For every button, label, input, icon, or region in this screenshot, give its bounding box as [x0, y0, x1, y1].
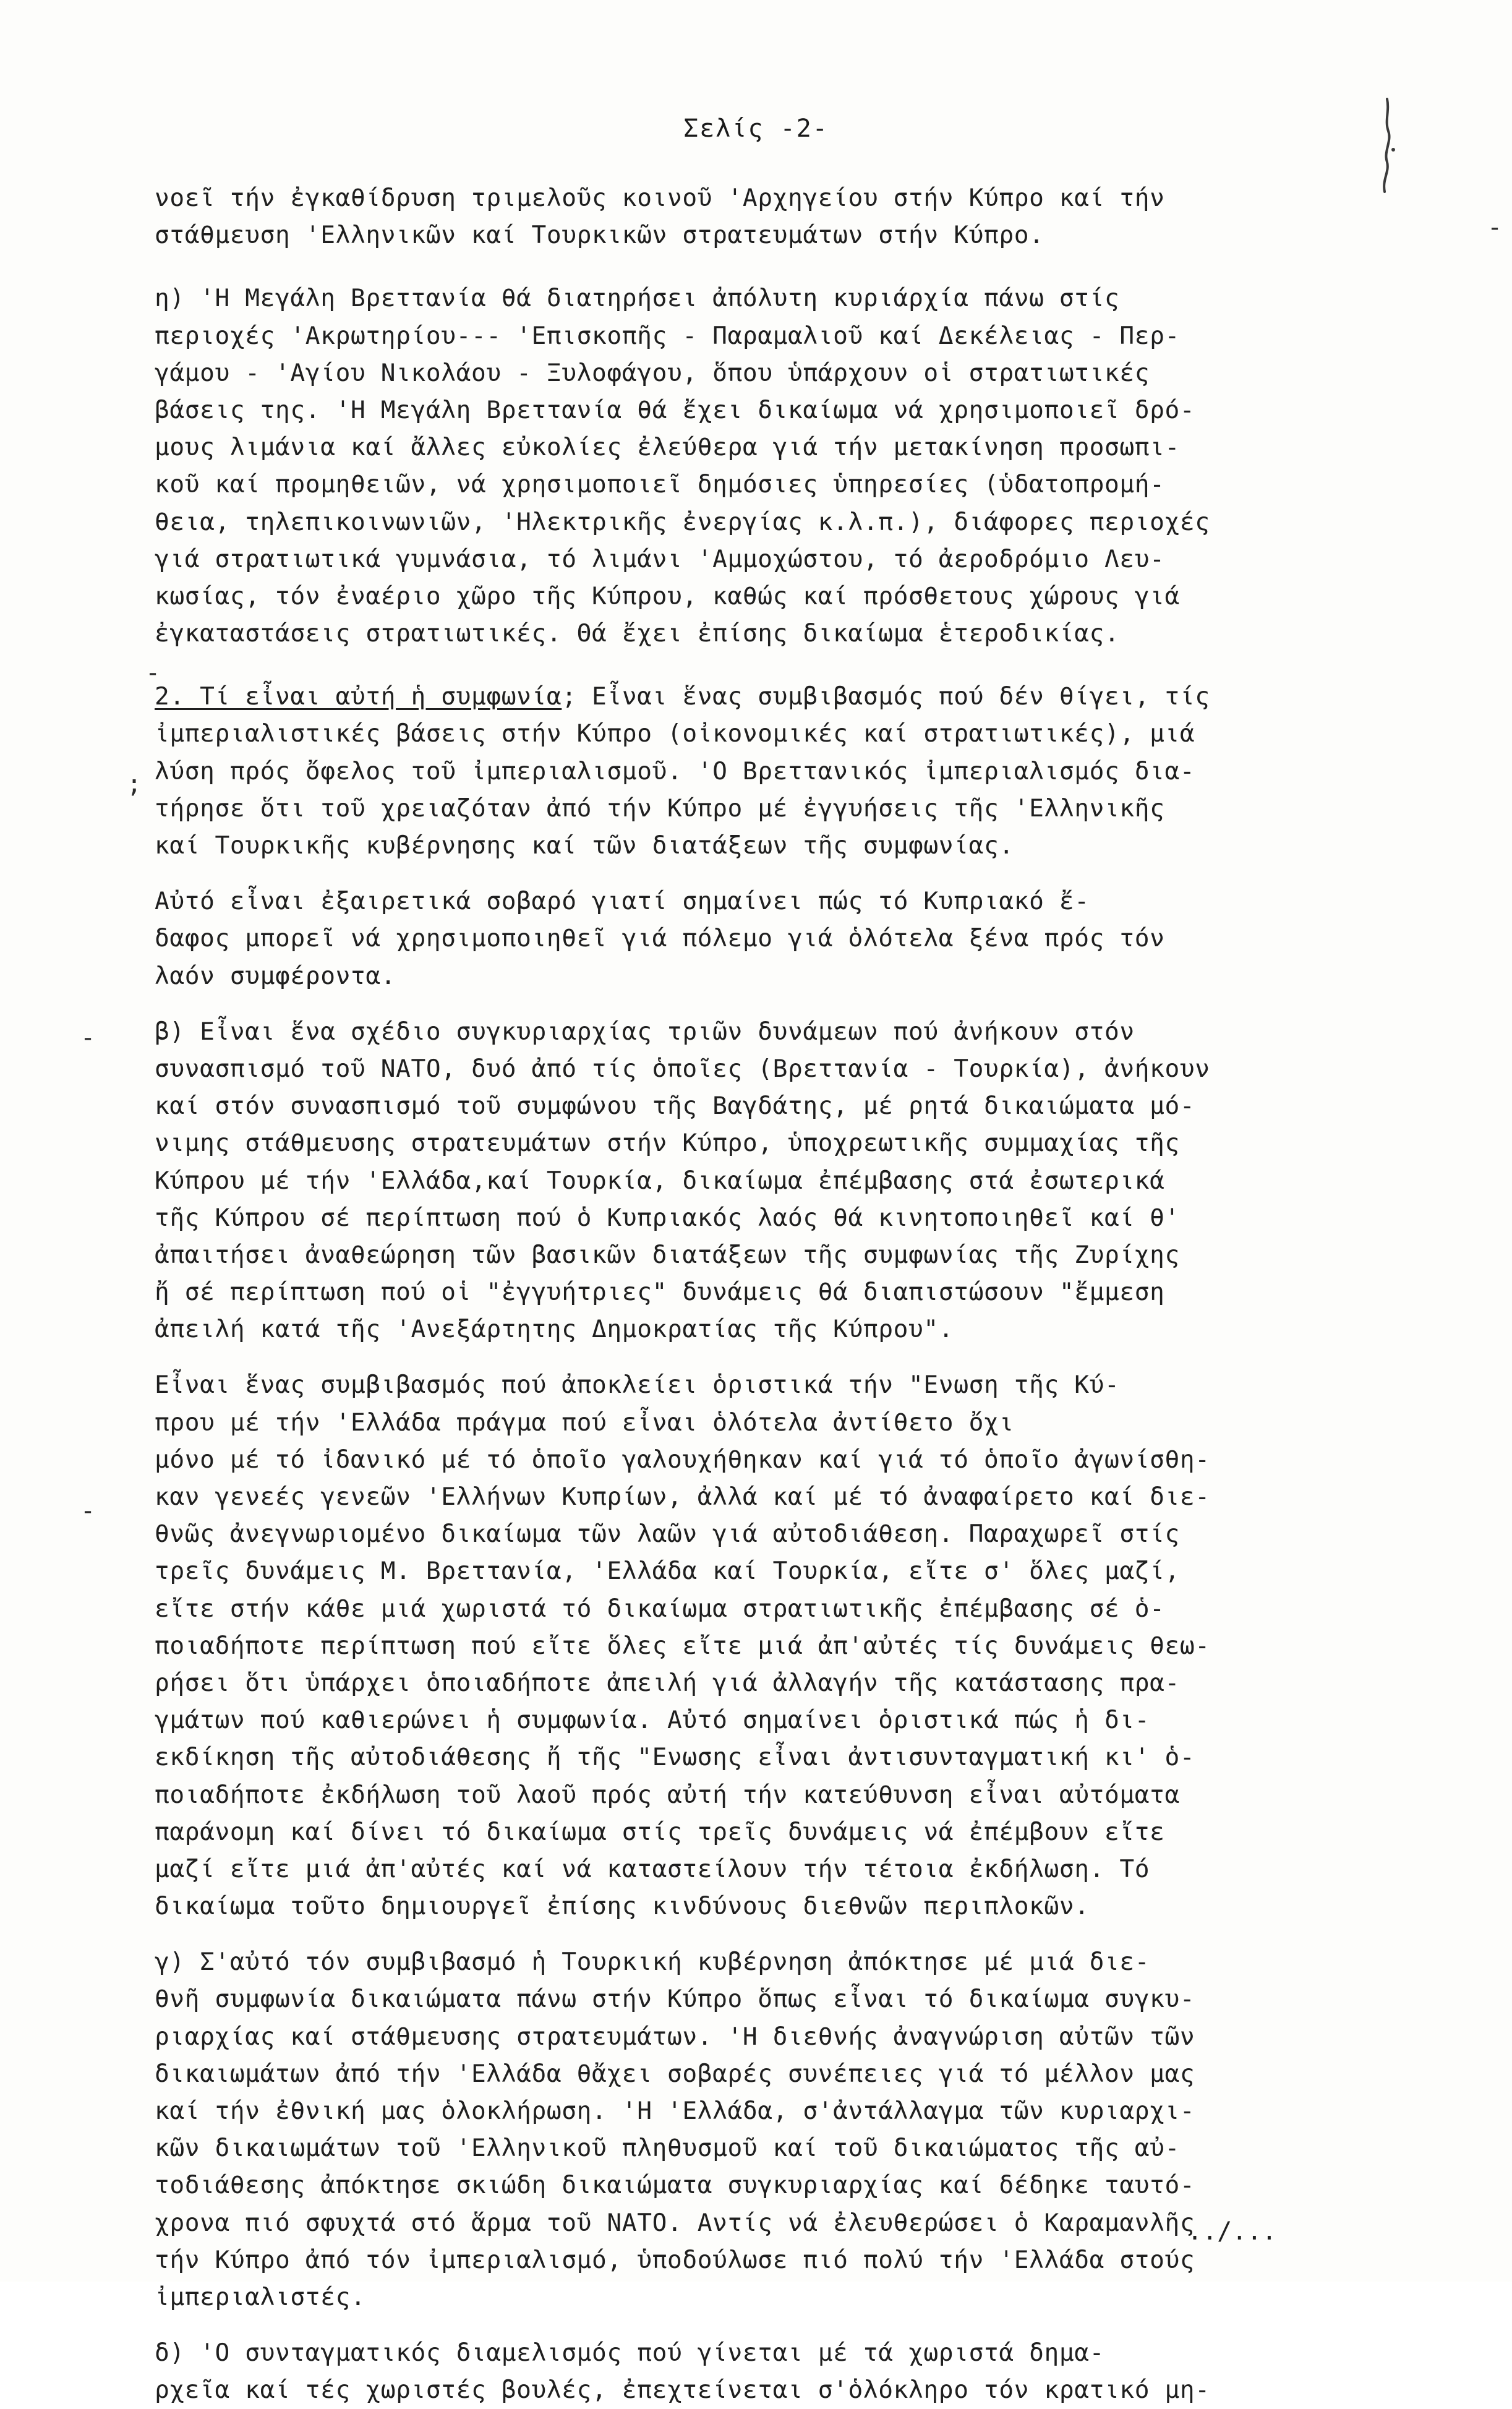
text-line: καί στόν συνασπισμό τοῦ συμφώνου τῆς Βαγδάτης, μέ ρητά δικαιώματα μό-	[155, 1092, 1195, 1121]
text-line: πρου μέ τήν 'Ελλάδα πράγμα πού εἶναι ὁλότελα ἀντίθετο ὄχι	[155, 1408, 1014, 1437]
paragraph-gamma	[155, 1943, 1478, 2316]
text-line: δικαιωμάτων ἀπό τήν 'Ελλάδα θἄχει σοβαρές συνέπειες γιά τό μέλλον μας	[155, 2059, 1195, 2088]
text-line: γμάτων πού καθιερώνει ἡ συμφωνία. Αὐτό σημαίνει ὁριστικά πώς ἡ δι-	[155, 1706, 1150, 1735]
text-line: τοδιάθεσης ἀπόκτησε σκιώδη δικαιώματα συγκυριαρχίας καί δέδηκε ταυτό-	[155, 2171, 1195, 2200]
text-line: κοῦ καί προμηθειῶν, νά χρησιμοποιεῖ δημόσιες ὑπηρεσίες (ὑδατοπρομή-	[155, 470, 1165, 499]
paragraph-beta	[155, 1013, 1478, 1348]
document-body	[155, 179, 1478, 2409]
margin-dash-mark: -	[145, 659, 161, 687]
text-line: ποιαδήποτε ἐκδήλωση τοῦ λαοῦ πρός αὐτή τήν κατεύθυνση εἶναι αὐτόματα	[155, 1780, 1180, 1809]
paragraph-compromise	[155, 1366, 1478, 1925]
continuation-mark: ../...	[1187, 2217, 1277, 2246]
text-line: καί Τουρκικῆς κυβέρνησης καί τῶν διατάξεων τῆς συμφωνίας.	[155, 831, 1014, 860]
text-line: στάθμευση 'Ελληνικῶν καί Τουρκικῶν στρατευμάτων στήν Κύπρο.	[155, 221, 1044, 250]
text-span: ; Εἶναι ἕνας συμβιβασμός πού δέν θίγει, τίς	[562, 682, 1210, 711]
text-line: ποιαδήποτε περίπτωση πού εἴτε ὅλες εἴτε μιά ἀπ'αὐτές τίς δυνάμεις θεω-	[155, 1631, 1210, 1660]
text-line: γ) Σ'αὐτό τόν συμβιβασμό ἡ Τουρκική κυβέρνηση ἀπόκτησε μέ μιά διε-	[155, 1948, 1150, 1977]
text-line: τήν Κύπρο ἀπό τόν ἰμπεριαλισμό, ὑποδούλωσε πιό πολύ τήν 'Ελλάδα στούς	[155, 2245, 1195, 2274]
text-line: τρεῖς δυνάμεις Μ. Βρεττανία, 'Ελλάδα καί Τουρκία, εἴτε σ' ὅλες μαζί,	[155, 1557, 1180, 1586]
text-line: Κύπρου μέ τήν 'Ελλάδα,καί Τουρκία, δικαίωμα ἐπέμβασης στά ἐσωτερικά	[155, 1166, 1165, 1195]
paragraph-intro-continuation	[155, 179, 1478, 254]
text-line: ἰμπεριαλιστικές βάσεις στήν Κύπρο (οἰκονομικές καί στρατιωτικές), μιά	[155, 719, 1195, 748]
text-line: περιοχές 'Ακρωτηρίου--- 'Επισκοπῆς - Παραμαλιοῦ καί Δεκέλειας - Περ-	[155, 321, 1180, 350]
text-line: ἐγκαταστάσεις στρατιωτικές. Θά ἔχει ἐπίσης δικαίωμα ἑτεροδικίας.	[155, 619, 1120, 648]
text-line: η) 'Η Μεγάλη Βρεττανία θά διατηρήσει ἀπόλυτη κυριάρχία πάνω στίς	[155, 284, 1120, 313]
text-line: συνασπισμό τοῦ ΝΑΤΟ, δυό ἀπό τίς ὁποῖες (Βρεττανία - Τουρκία), ἀνήκουν	[155, 1054, 1210, 1083]
text-line: νοεῖ τήν ἐγκαθίδρυση τριμελοῦς κοινοῦ 'Αρχηγείου στήν Κύπρο καί τήν	[155, 184, 1165, 212]
text-line: ἰμπεριαλιστές.	[155, 2282, 366, 2311]
text-line: εκδίκηση τῆς αὐτοδιάθεσης ἤ τῆς "Ενωσης εἶναι ἀντισυνταγματική κι' ὁ-	[155, 1743, 1195, 1772]
text-line: βάσεις της. 'Η Μεγάλη Βρεττανία θά ἔχει δικαίωμα νά χρησιμοποιεῖ δρό-	[155, 395, 1195, 424]
text-line: θνῆ συμφωνία δικαιώματα πάνω στήν Κύπρο ὅπως εἶναι τό δικαίωμα συγκυ-	[155, 1985, 1195, 2014]
section-heading-line	[155, 678, 1478, 715]
text-line: δ) 'Ο συνταγματικός διαμελισμός πού γίνεται μέ τά χωριστά δημα-	[155, 2338, 1105, 2368]
margin-dash-mark: -	[80, 1024, 96, 1052]
text-line: β) Εἶναι ἕνα σχέδιο συγκυριαρχίας τριῶν δυνάμεων πού ἀνήκουν στόν	[155, 1017, 1135, 1046]
text-line: ρήσει ὅτι ὑπάρχει ὁποιαδήποτε ἀπειλή γιά ἀλλαγήν τῆς κατάστασης πρα-	[155, 1668, 1180, 1697]
margin-dash-mark: -	[1487, 213, 1503, 242]
paragraph-delta	[155, 2334, 1478, 2408]
paragraph-eta	[155, 280, 1478, 652]
page-number-header: Σελίς -2-	[683, 114, 829, 143]
section-heading: 2. Τί εἶναι αὐτή ἡ συμφωνία	[155, 682, 562, 711]
text-line: τῆς Κύπρου σέ περίπτωση πού ὁ Κυπριακός λαός θά κινητοποιηθεῖ καί θ'	[155, 1203, 1180, 1232]
text-line: λύση πρός ὄφελος τοῦ ἰμπεριαλισμοῦ. 'Ο Βρεττανικός ἰμπεριαλισμός δια-	[155, 756, 1195, 785]
text-line: Εἶναι ἕνας συμβιβασμός πού ἀποκλείει ὁριστικά τήν "Ενωση τῆς Κύ-	[155, 1371, 1120, 1400]
text-line: λαόν συμφέροντα.	[155, 961, 396, 990]
text-line: καν γενεές γενεῶν 'Ελλήνων Κυπρίων, ἀλλά καί μέ τό ἀναφαίρετο καί διε-	[155, 1483, 1210, 1511]
text-line: γιά στρατιωτικά γυμνάσια, τό λιμάνι 'Αμμοχώστου, τό ἀεροδρόμιο Λευ-	[155, 544, 1165, 573]
paragraph-section-2	[155, 678, 1478, 864]
text-line: θεια, τηλεπικοινωνιῶν, 'Ηλεκτρικῆς ἐνεργίας κ.λ.π.), διάφορες περιοχές	[155, 507, 1210, 536]
text-line: ρχεῖα καί τές χωριστές βουλές, ἐπεχτείνεται σ'ὁλόκληρο τόν κρατικό μη-	[155, 2376, 1210, 2405]
text-line: μόνο μέ τό ἰδανικό μέ τό ὁποῖο γαλουχήθηκαν καί γιά τό ὁποῖο ἀγωνίσθη-	[155, 1445, 1210, 1474]
text-line: ἀπειλή κατά τῆς 'Ανεξάρτητης Δημοκρατίας τῆς Κύπρου".	[155, 1315, 954, 1344]
margin-semicolon-mark: ;	[127, 770, 142, 798]
text-line: γάμου - 'Αγίου Νικολάου - Ξυλοφάγου, ὅπου ὑπάρχουν οἱ στρατιωτικές	[155, 358, 1150, 387]
text-line: μους λιμάνια καί ἄλλες εὐκολίες ἐλεύθερα γιά τήν μετακίνηση προσωπι-	[155, 433, 1180, 462]
text-line: δαφος μπορεῖ νά χρησιμοποιηθεῖ γιά πόλεμο γιά ὁλότελα ξένα πρός τόν	[155, 924, 1165, 953]
text-line: τήρησε ὅτι τοῦ χρειαζόταν ἀπό τήν Κύπρο μέ ἐγγυήσεις τῆς 'Ελληνικῆς	[155, 794, 1165, 823]
margin-dash-mark: -	[80, 1497, 96, 1525]
text-line: κῶν δικαιωμάτων τοῦ 'Ελληνικοῦ πληθυσμοῦ καί τοῦ δικαιώματος τῆς αὐ-	[155, 2134, 1180, 2163]
text-line: καί τήν ἐθνική μας ὁλοκλήρωση. 'Η 'Ελλάδα, σ'ἀντάλλαγμα τῶν κυριαρχι-	[155, 2097, 1195, 2125]
text-line: παράνομη καί δίνει τό δικαίωμα στίς τρεῖς δυνάμεις νά ἐπέμβουν εἴτε	[155, 1817, 1165, 1846]
text-line: δικαίωμα τοῦτο δημιουργεῖ ἐπίσης κινδύνους διεθνῶν περιπλοκῶν.	[155, 1892, 1090, 1921]
text-line: Αὐτό εἶναι ἐξαιρετικά σοβαρό γιατί σημαίνει πώς τό Κυπριακό ἔ-	[155, 887, 1090, 916]
text-line: ἤ σέ περίπτωση πού οἱ "ἐγγυήτριες" δυνάμεις θά διαπιστώσουν "ἔμμεση	[155, 1278, 1165, 1307]
text-line: θνῶς ἀνεγνωριομένο δικαίωμα τῶν λαῶν γιά αὐτοδιάθεση. Παραχωρεῖ στίς	[155, 1520, 1180, 1549]
text-line: εἴτε στήν κάθε μιά χωριστά τό δικαίωμα στρατιωτικῆς ἐπέμβασης σέ ὁ-	[155, 1594, 1165, 1623]
text-line: ἀπαιτήσει ἀναθεώρηση τῶν βασικῶν διατάξεων τῆς συμφωνίας τῆς Ζυρίχης	[155, 1240, 1180, 1269]
text-line: μαζί εἴτε μιά ἀπ'αὐτές καί νά καταστείλουν τήν τέτοια ἐκδήλωση. Τό	[155, 1854, 1150, 1883]
text-line: ριαρχίας καί στάθμευσης στρατευμάτων. 'Η διεθνής ἀναγνώριση αὐτῶν τῶν	[155, 2022, 1195, 2051]
paragraph-serious	[155, 883, 1478, 995]
text-line: χρονα πιό σφυχτά στό ἅρμα τοῦ ΝΑΤΟ. Αντίς νά ἐλευθερώσει ὁ Καραμανλῆς	[155, 2208, 1195, 2237]
text-line: νιμης στάθμευσης στρατευμάτων στήν Κύπρο, ὑποχρεωτικῆς συμμαχίας τῆς	[155, 1129, 1180, 1158]
text-line: κωσίας, τόν ἐναέριο χῶρο τῆς Κύπρου, καθώς καί πρόσθετους χώρους γιά	[155, 581, 1180, 610]
